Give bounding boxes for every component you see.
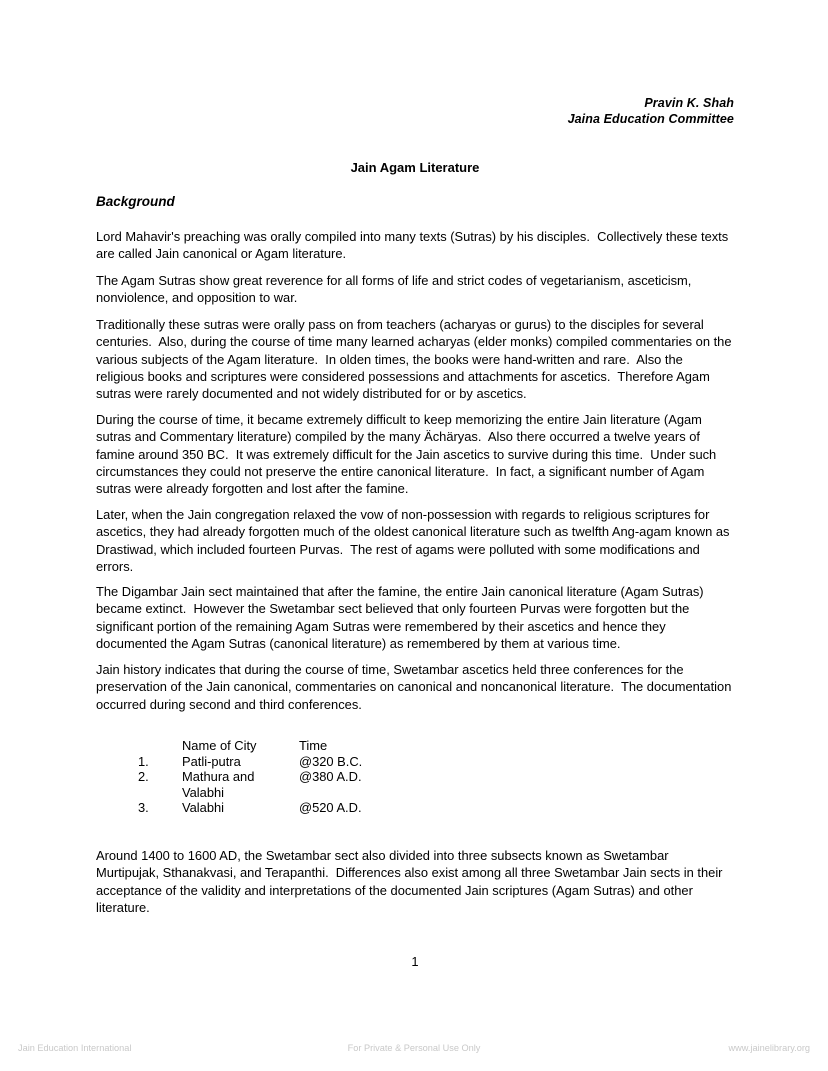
table-cell-time: @380 A.D.: [299, 769, 362, 785]
paragraph-6: The Digambar Jain sect maintained that after the famine, the entire Jain canonical literature (Agam Sutras) became extinct. However the Swetambar sect believed that only fourteen Purvas were forgotten but the significant portion of the remaining Agam Sutras were remembered by their ascetics and hence they documented the Agam Sutras (canonical literature) as remembered by them at various time.: [96, 584, 708, 651]
paragraph-8: Around 1400 to 1600 AD, the Swetambar sect also divided into three subsects known as Swetambar Murtipujak, Sthanakvasi, and Terapanthi. Differences also exist among all three Swetambar Jain sects in their acceptance of the validity and interpretations of the documented Jain scriptures (Agam Sutras) and other literature.: [96, 848, 727, 915]
table-cell-city-wrap: Valabhi: [182, 784, 225, 800]
table-cell-time: @320 B.C.: [299, 753, 363, 769]
paragraph-5: Later, when the Jain congregation relaxed the vow of non-possession with regards to religious scriptures for ascetics, they had already forgotten much of the oldest canonical literature such as twelfth Ang-agam known as Drastiwad, which included fourteen Purvas. The rest of agams were polluted with some modifications and errors.: [96, 507, 734, 574]
footer-right-link[interactable]: www.jainelibrary.org: [728, 1043, 810, 1053]
paragraph-7: Jain history indicates that during the course of time, Swetambar ascetics held three conferences for the preservation of the Jain canonical, commentaries on canonical and noncanonical literature. The documentation occurred during second and third conferences.: [96, 662, 735, 712]
table-cell-num: 2.: [138, 769, 149, 785]
table-cell-city: Valabhi: [182, 800, 225, 816]
table-cell-city: Mathura and: [182, 769, 255, 785]
footer-center-text: For Private & Personal Use Only: [347, 1043, 481, 1053]
table-header-time: Time: [299, 738, 328, 753]
table-cell-num: 1.: [138, 753, 149, 769]
section-heading-background: Background: [96, 194, 175, 209]
page-number: 1: [411, 954, 419, 969]
table-header-city: Name of City: [182, 738, 257, 753]
page-footer: [0, 1043, 828, 1061]
header-author: Pravin K. Shah: [644, 96, 734, 110]
footer-left-text: Jain Education International: [18, 1043, 132, 1053]
table-cell-num: 3.: [138, 800, 149, 816]
table-cell-time: @520 A.D.: [299, 800, 362, 816]
paragraph-3: Traditionally these sutras were orally pass on from teachers (acharyas or gurus) to the disciples for several centuries. Also, during the course of time many learned acharyas (elder monks) compiled commentaries on the various subjects of the Agam literature. In olden times, the books were hand-written and rare. Also the religious books and scriptures were considered possessions and attachments for ascetics. Therefore Agam sutras were rarely documented and not widely distributed for or by ascetics.: [96, 317, 736, 402]
table-cell-city: Patli-putra: [182, 753, 241, 769]
header-organization: Jaina Education Committee: [567, 111, 734, 126]
paragraph-4: During the course of time, it became extremely difficult to keep memorizing the entire Jain literature (Agam sutras and Commentary literature) compiled by the many Ächäryas. Also there occurred a twelve years of famine around 350 BC. It was extremely difficult for the Jain ascetics to survive during this time. Under such circumstances they could not preserve the entire canonical literature. In fact, a significant number of Agam sutras were already forgotten and lost after the famine.: [96, 412, 720, 497]
paragraph-1: Lord Mahavir's preaching was orally compiled into many texts (Sutras) by his disciples. Collectively these texts are called Jain canonical or Agam literature.: [96, 229, 732, 262]
document-header: [96, 96, 734, 127]
page-title: Jain Agam Literature: [350, 160, 480, 175]
paragraph-2: The Agam Sutras show great reverence for all forms of life and strict codes of vegetarianism, asceticism, nonviolence, and opposition to war.: [96, 273, 695, 306]
